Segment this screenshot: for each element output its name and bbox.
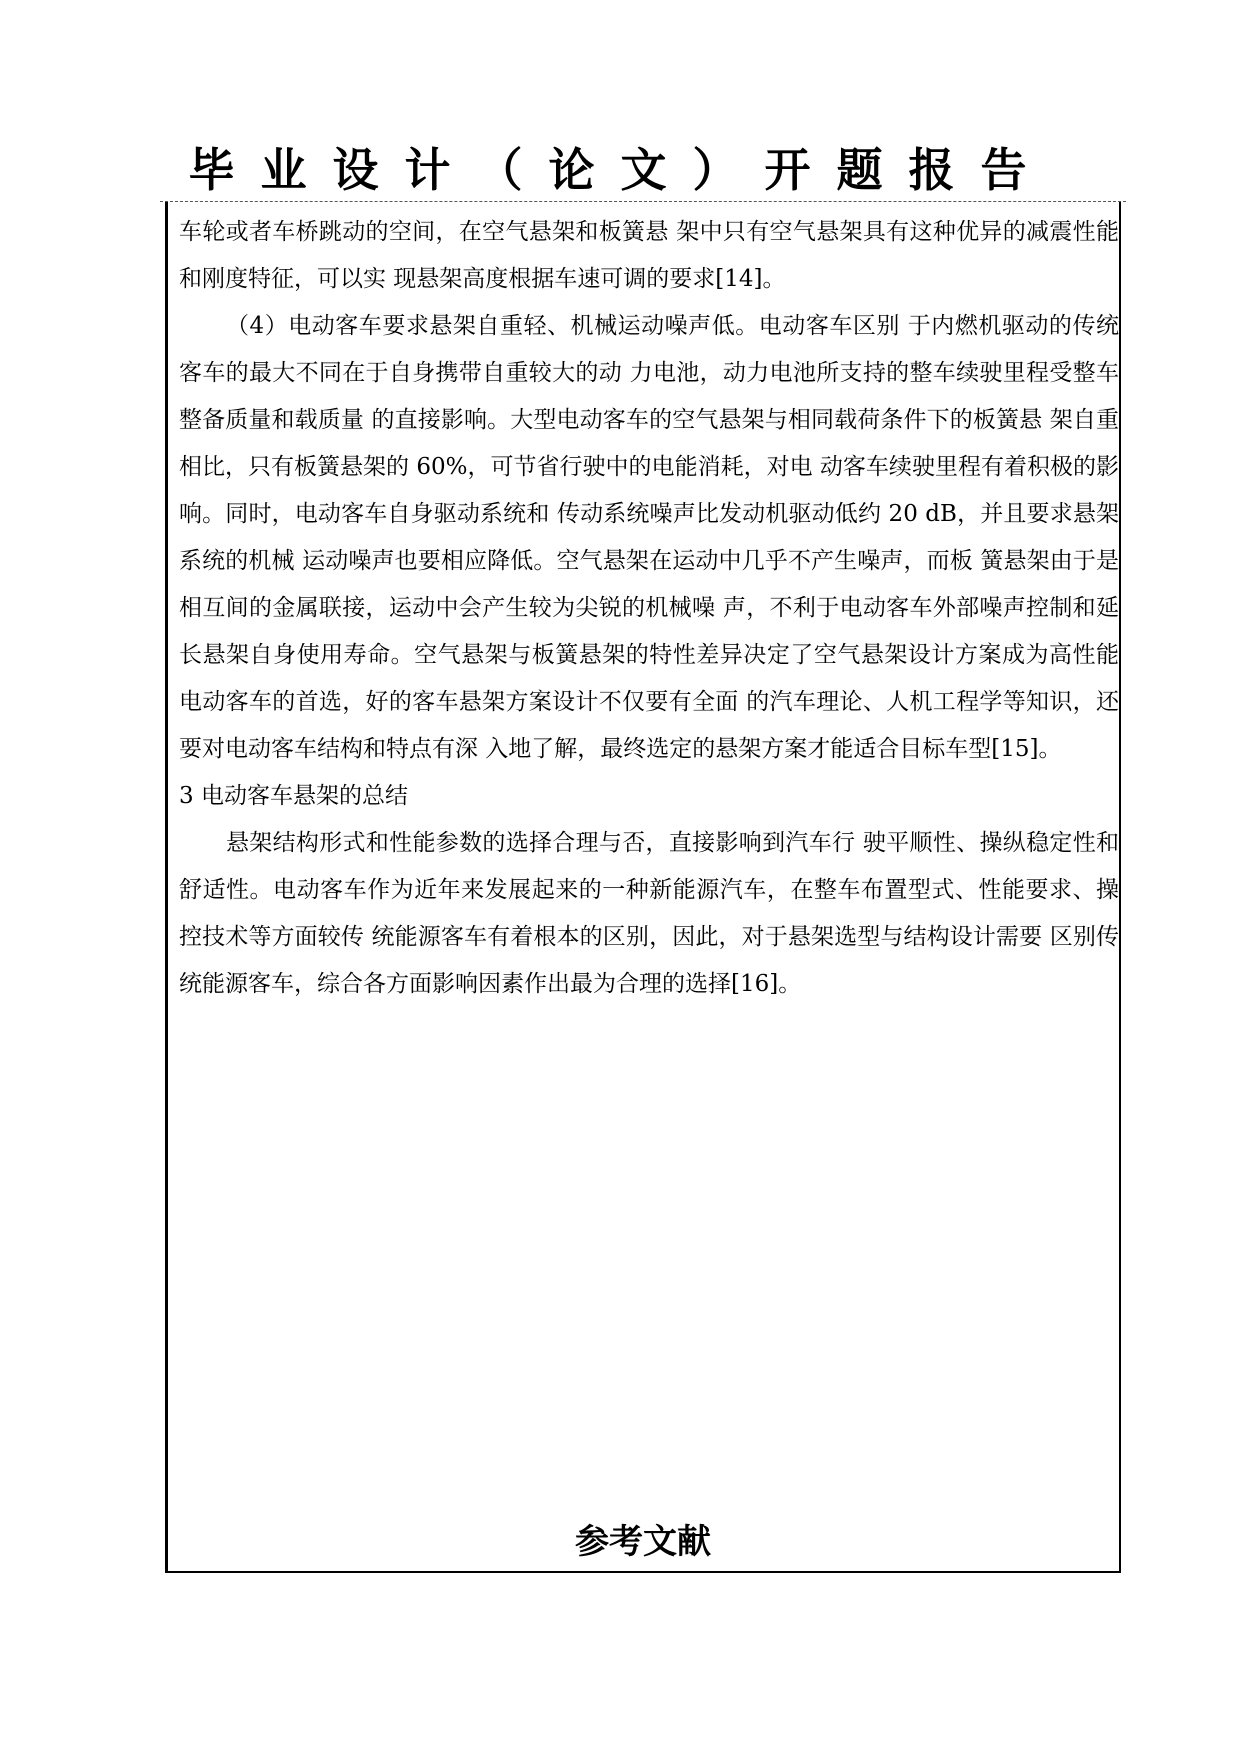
page-title: 毕业设计（论文）开题报告 <box>188 143 1053 197</box>
body-paragraph-2: （4）电动客车要求悬架自重轻、机械运动噪声低。电动客车区别 于内燃机驱动的传统客车的最大不同在于自身携带自重较大的动 力电池，动力电池所支持的整车续驶里程受整车整备质量和载质量 的直接影响。大型电动客车的空气悬架与相同载荷条件下的板簧悬 架自重相比，只有板簧悬架的 60%，可节省行驶中的电能消耗，对电 动客车续驶里程有着积极的影响。同时，电动客车自身驱动系统和 传动系统噪声比发动机驱动低约 20 dB，并且要求悬架系统的机械 运动噪声也要相应降低。空气悬架在运动中几乎不产生噪声，而板 簧悬架由于是相互间的金属联接，运动中会产生较为尖锐的机械噪 声，不利于电动客车外部噪声控制和延长悬架自身使用寿命。空气悬架与板簧悬架的特性差异决定了空气悬架设计方案成为高性能电动客车的首选，好的客车悬架方案设计不仅要有全面 的汽车理论、人机工程学等知识，还要对电动客车结构和特点有深 入地了解，最终选定的悬架方案才能适合目标车型[15]。 <box>179 313 1119 762</box>
body-paragraph-3: 悬架结构形式和性能参数的选择合理与否，直接影响到汽车行 驶平顺性、操纵稳定性和舒适性。电动客车作为近年来发展起来的一种新能源汽车，在整车布置型式、性能要求、操控技术等方面较传 统能源客车有着根本的区别，因此，对于悬架选型与结构设计需要 区别传统能源客车，综合各方面影响因素作出最为合理的选择[16]。 <box>179 830 1119 997</box>
report-body <box>179 209 1119 1008</box>
section-heading: 3 电动客车悬架的总结 <box>179 783 408 809</box>
references-heading: 参考文献 <box>575 1522 711 1562</box>
body-paragraph-1: 车轮或者车桥跳动的空间，在空气悬架和板簧悬 架中只有空气悬架具有这种优异的减震性能和刚度特征，可以实 现悬架高度根据车速可调的要求[14]。 <box>179 219 1119 292</box>
